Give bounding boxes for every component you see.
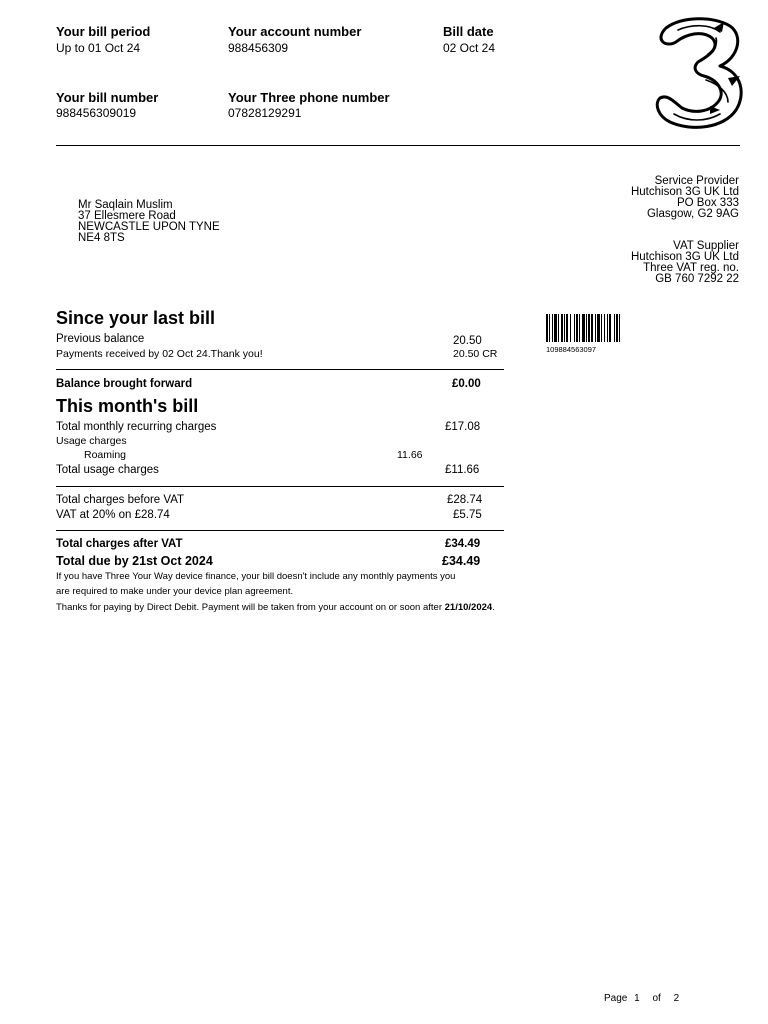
balance-forward-label: Balance brought forward xyxy=(56,378,193,390)
address-line: Mr Saqlain Muslim xyxy=(78,199,173,211)
last-bill-heading: Since your last bill xyxy=(56,308,216,328)
section-divider xyxy=(56,530,504,531)
phone-number-value: 07828129291 xyxy=(228,106,302,120)
vat-supplier-block xyxy=(631,241,739,285)
of-label: of xyxy=(652,993,661,1004)
vat-value: £5.75 xyxy=(453,509,482,521)
roaming-value: 11.66 xyxy=(397,449,423,461)
usage-charges-label: Usage charges xyxy=(56,435,127,447)
barcode-image xyxy=(546,314,672,342)
account-number-value: 988456309 xyxy=(228,41,289,55)
recurring-charges-label: Total monthly recurring charges xyxy=(56,421,217,433)
page-total: 2 xyxy=(673,993,680,1004)
total-usage-label: Total usage charges xyxy=(56,464,159,476)
page-current: 1 xyxy=(634,993,640,1004)
section-divider xyxy=(56,369,504,370)
payments-value: 20.50 CR xyxy=(453,348,498,360)
section-divider xyxy=(56,486,504,487)
header-divider xyxy=(56,145,740,146)
month-bill-heading: This month's bill xyxy=(56,396,199,416)
bill-period-value: Up to 01 Oct 24 xyxy=(56,41,141,55)
bill-number-value: 988456309019 xyxy=(56,106,137,120)
page-indicator xyxy=(604,993,679,1004)
before-vat-label: Total charges before VAT xyxy=(56,494,185,506)
vat-line: GB 760 7292 22 xyxy=(655,273,739,285)
finance-note-line: are required to make under your device plan agreement. xyxy=(56,586,294,597)
total-usage-value: £11.66 xyxy=(445,464,480,476)
bill-date-value: 02 Oct 24 xyxy=(443,41,496,55)
address-line: 37 Ellesmere Road xyxy=(78,210,176,222)
vat-label: VAT at 20% on £28.74 xyxy=(56,509,170,521)
balance-forward-value: £0.00 xyxy=(452,378,481,390)
bill-number-label: Your bill number xyxy=(56,90,159,105)
previous-balance-label: Previous balance xyxy=(56,333,145,345)
address-line: NEWCASTLE UPON TYNE xyxy=(78,221,220,233)
total-due-label: Total due by 21st Oct 2024 xyxy=(56,554,213,568)
three-logo-icon xyxy=(648,14,748,132)
direct-debit-text: Thanks for paying by Direct Debit. Payment will be taken from your account on or soon after xyxy=(56,602,445,613)
phone-number-label: Your Three phone number xyxy=(228,90,390,105)
provider-line: Glasgow, G2 9AG xyxy=(646,208,739,220)
previous-balance-value: 20.50 xyxy=(453,335,482,347)
vat-line: VAT Supplier xyxy=(673,240,739,252)
bill-date-label: Bill date xyxy=(443,24,494,39)
barcode-number: 109884563097 xyxy=(546,345,597,354)
address-line: NE4 8TS xyxy=(78,232,125,244)
account-number-label: Your account number xyxy=(228,24,362,39)
provider-line: Service Provider xyxy=(654,175,739,187)
service-provider-block xyxy=(631,176,739,220)
direct-debit-note xyxy=(56,602,495,613)
finance-note-line: If you have Three Your Way device finance, your bill doesn't include any monthly payments you xyxy=(56,571,456,582)
after-vat-label: Total charges after VAT xyxy=(56,538,183,550)
payments-label: Payments received by 02 Oct 24.Thank you! xyxy=(56,348,263,360)
direct-debit-date: 21/10/2024 xyxy=(444,602,493,613)
customer-address xyxy=(78,200,220,244)
vat-line: Hutchison 3G UK Ltd xyxy=(630,251,739,263)
recurring-charges-value: £17.08 xyxy=(445,421,481,433)
bill-period-label: Your bill period xyxy=(56,24,151,39)
total-due-value: £34.49 xyxy=(442,554,481,568)
before-vat-value: £28.74 xyxy=(447,494,483,506)
page-label: Page xyxy=(604,993,628,1004)
after-vat-value: £34.49 xyxy=(445,538,481,550)
direct-debit-suffix: . xyxy=(492,602,495,613)
vat-line: Three VAT reg. no. xyxy=(643,262,739,274)
provider-line: Hutchison 3G UK Ltd xyxy=(630,186,739,198)
roaming-label: Roaming xyxy=(84,449,127,461)
provider-line: PO Box 333 xyxy=(676,197,739,209)
